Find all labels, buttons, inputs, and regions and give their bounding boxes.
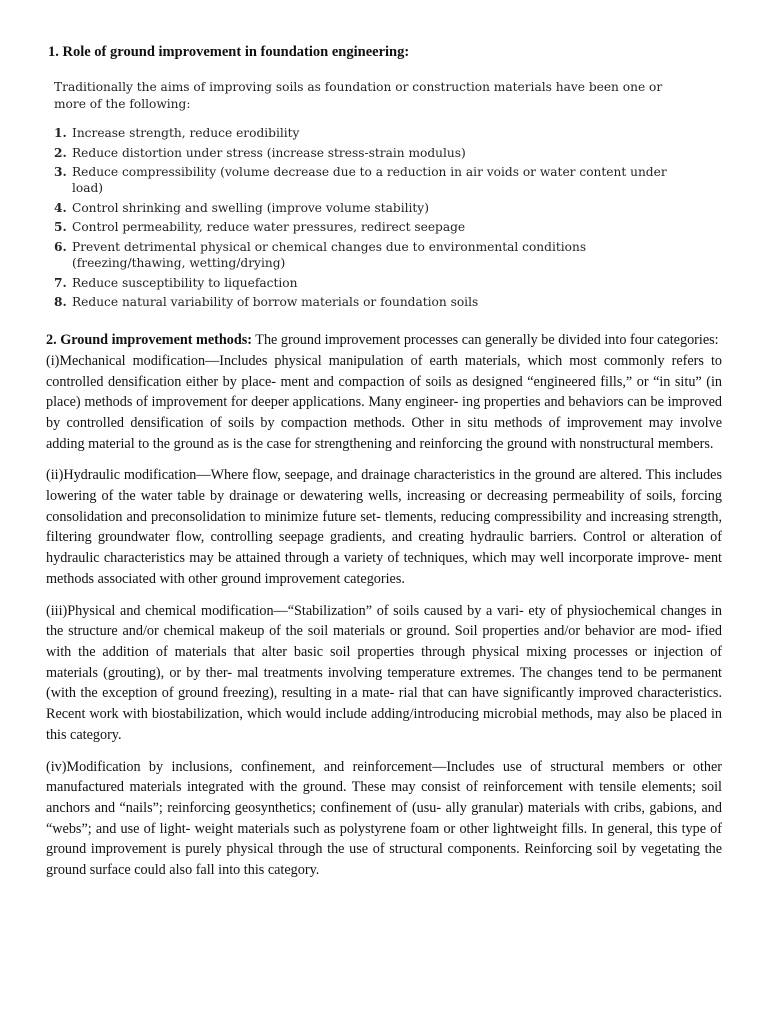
list-item: 5. Control permeability, reduce water pressures, redirect seepage: [54, 220, 466, 235]
aims-list: [54, 125, 694, 310]
section-2-intro-text: The ground improvement processes can generally be divided into four categories:: [252, 332, 719, 349]
aims-intro: Traditionally the aims of improving soils as foundation or construction materials have been one or more of the following:: [54, 80, 663, 111]
section-1-heading: 1. Role of ground improvement in foundation engineering:: [48, 44, 410, 60]
list-item: 4. Control shrinking and swelling (improve volume stability): [54, 200, 429, 215]
paragraph-physical-chemical: (iii)Physical and chemical modification—“Stabilization” of soils caused by a vari- ety of physiochemical changes in the structure and/or chemical makeup of the soil materials or ground. Soil properties and/or behavior are mod- ified with the addition of materials that alter basic soil properties through physical mixing processes or injection of materials (grouting), or by ther- mal treatments involving temperature extremes. The changes tend to be permanent (with the exception of ground freezing), resulting in a mate- rial that can have significantly improved characteristics. Recent work with biostabilization, which would include adding/introducing microbial methods, may also be placed in this category.: [46, 602, 722, 743]
list-item: 1. Increase strength, reduce erodibility: [54, 126, 300, 140]
list-item: 2. Reduce distortion under stress (increase stress-strain modulus): [54, 145, 466, 160]
paragraph-hydraulic: (ii)Hydraulic modification—Where flow, seepage, and drainage characteristics in the ground are altered. This includes lowering of the water table by drainage or dewatering wells, increasing or decreasing permeability of soils, forcing consolidation and preconsolidation to minimize future set- tlements, reducing compressibility and increasing strength, filtering groundwater flow, controlling seepage gradients, and creating hydraulic barriers. Control or alteration of hydraulic characteristics may be attained through a variety of techniques, which may well incorporate improve- ment methods associated with other ground improvement categories.: [46, 467, 722, 587]
paragraph-inclusions: (iv)Modification by inclusions, confinement, and reinforcement—Includes use of structural members or other manufactured materials integrated with the ground. These may consist of reinforcement with tensile elements; soil anchors and “nails”; reinforcing geosynthetics; confinement of (usu- ally granular) materials with cribs, gabions, and “webs”; and use of light- weight materials such as polystyrene foam or other lightweight fills. In general, this type of ground improvement is purely physical through the use of structural components. Reinforcing soil by vegetating the ground surface could also fall into this category.: [46, 758, 722, 879]
list-item: 3. Reduce compressibility (volume decrease due to a reduction in air voids or water content under load): [54, 165, 667, 196]
section-2: [46, 330, 722, 881]
list-item: 7. Reduce susceptibility to liquefaction: [54, 275, 298, 290]
list-item: 8. Reduce natural variability of borrow materials or foundation soils: [54, 295, 479, 310]
section-2-intro: [46, 330, 722, 454]
list-item: 6. Prevent detrimental physical or chemical changes due to environmental conditions (freezing/thawing, wetting/drying): [54, 239, 587, 270]
paragraph-mechanical: (i)Mechanical modification—Includes physical manipulation of earth materials, which most commonly refers to controlled densification either by place- ment and compaction of soils as designed “engineered fills,” or “in situ” (in place) methods of improvement for deeper applications. Many engineer- ing properties and behaviors can be improved by controlled densification of soils by compaction methods. Other in situ methods of improvement may involve adding material to the ground as is the case for strengthening and reinforcing the ground with nonstructural members.: [46, 352, 722, 452]
scanned-excerpt: [54, 79, 694, 310]
section-2-heading: 2. Ground improvement methods:: [46, 332, 252, 349]
